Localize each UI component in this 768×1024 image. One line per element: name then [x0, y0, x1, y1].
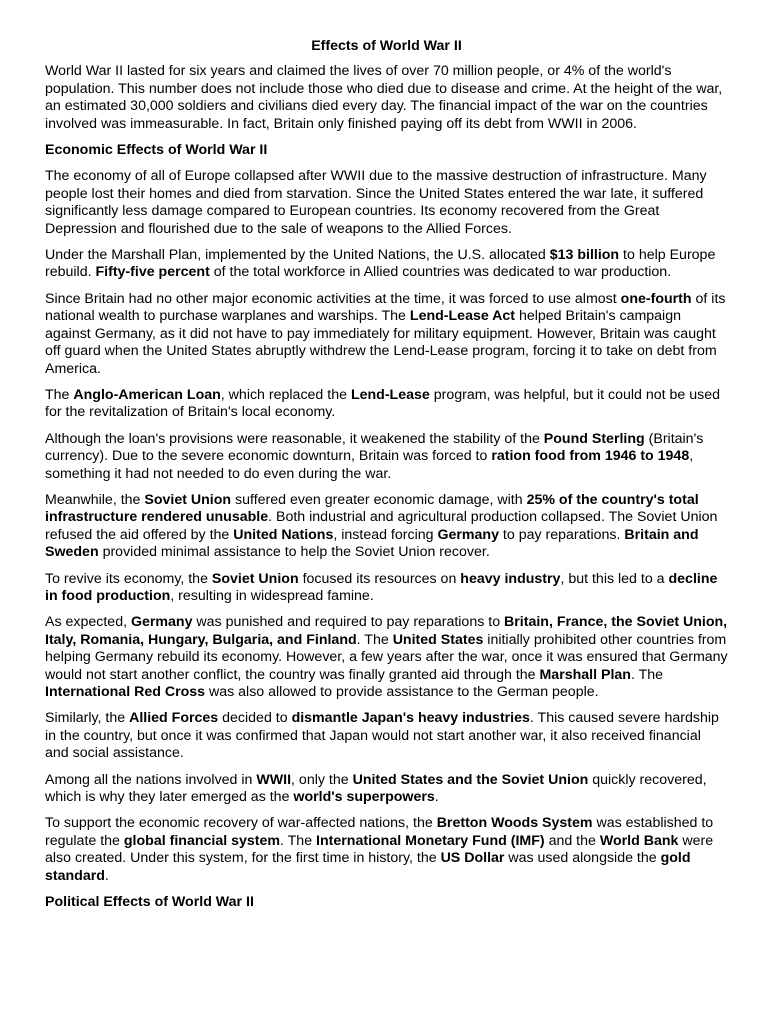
bold-term: International Red Cross: [45, 684, 206, 700]
bold-term: Britain, France, the Soviet Union, Italy, Romania, Hungary, Bulgaria, and Finland: [45, 614, 728, 648]
bold-term: Britain and Sweden: [45, 526, 699, 561]
text-run: Although the loan's provisions were reasonable, it weakened the stability of the: [45, 430, 544, 447]
bold-term: Soviet Union: [144, 491, 232, 508]
text-run: The economy of all of Europe collapsed after WWII due to the massive destruction of infrastructure. Many people lost their homes and died from starvation. Since the United States entered the war late, it suffered significantly less damage compared to European countries. Its economy recovered from the Great Depression and flourished due to the sale of weapons to the Allied Forces.: [45, 168, 707, 237]
text-run: of the total workforce in Allied countries was dedicated to war production.: [209, 264, 672, 281]
bold-term: Germany: [437, 526, 499, 543]
bold-term: Lend-Lease: [350, 386, 430, 403]
bold-term: Fifty-five percent: [95, 264, 210, 281]
bold-term: $13 billion: [549, 247, 620, 264]
text-run: was also allowed to provide assistance to the German people.: [205, 684, 599, 700]
text-run: to pay reparations.: [498, 526, 625, 543]
text-run: initially prohibited other countries from helping Germany rebuild its economy. However, a few years after the war, once it was ensured that Germany would not start another conflict, the country was finally granted aid through the: [45, 631, 728, 683]
text-run: The: [45, 386, 74, 403]
bold-term: Allied Forces: [129, 710, 219, 727]
text-run: and the: [544, 832, 600, 849]
body-paragraph: [45, 168, 728, 238]
bold-term: US Dollar: [440, 850, 505, 867]
text-run: To revive its economy, the: [45, 570, 212, 587]
bold-term: Lend-Lease Act: [409, 308, 516, 325]
economic-effects-body: [45, 168, 728, 885]
text-run: program, was helpful, but it could not be used for the revitalization of Britain's local economy.: [45, 386, 721, 421]
bold-term: ration food from 1946 to 1948: [491, 448, 690, 465]
bold-term: global financial system: [123, 832, 281, 849]
bold-term: one-fourth: [620, 290, 692, 307]
text-run: (Britain's currency). Due to the severe economic downturn, Britain was forced to: [45, 430, 704, 465]
bold-term: decline in food production: [45, 570, 718, 604]
text-run: suffered even greater economic damage, with: [231, 491, 527, 508]
text-run: of its national wealth to purchase warplanes and warships. The: [45, 290, 726, 325]
text-run: provided minimal assistance to help the Soviet Union recover.: [98, 544, 490, 561]
text-run: . The: [280, 832, 317, 849]
bold-term: world's superpowers: [293, 789, 435, 806]
body-paragraph: [45, 492, 728, 562]
text-run: .: [104, 867, 109, 884]
bold-term: Pound Sterling: [543, 430, 645, 447]
text-run: . This caused severe hardship in the country, but once it was confirmed that Japan would not start another war, it also received financial and social assistance.: [45, 710, 719, 762]
text-run: . Both industrial and agricultural production collapsed. The Soviet Union refused the aid offered by the: [45, 509, 718, 543]
text-run: focused its resources on: [298, 570, 461, 587]
economic-effects-heading: Economic Effects of World War II: [45, 142, 268, 159]
intro-paragraph: World War II lasted for six years and claimed the lives of over 70 million people, or 4% of the world's population. This number does not include those who died due to disease and crime. At the height of the war, an estimated 30,000 soldiers and civilians died every day. The financial impact of the war on the countries involved was immeasurable. In fact, Britain only finished paying off its debt from WWII in 2006.: [45, 63, 723, 132]
text-run: , only the: [291, 771, 353, 788]
text-run: Meanwhile, the: [45, 491, 145, 508]
bold-term: 25% of the country's total infrastructure rendered unusable: [45, 491, 699, 526]
text-run: , resulting in widespread famine.: [170, 587, 374, 604]
bold-term: United States and the Soviet Union: [352, 771, 589, 788]
text-run: , something it had not needed to do even during the war.: [45, 448, 694, 482]
bold-term: gold standard: [45, 850, 691, 884]
bold-term: Germany: [130, 614, 193, 631]
text-run: Among all the nations involved in: [45, 771, 257, 788]
bold-term: Anglo-American Loan: [73, 386, 221, 403]
body-paragraph: [45, 815, 728, 885]
text-run: . The: [356, 631, 393, 648]
text-run: was used alongside the: [504, 850, 661, 867]
text-run: , but this led to a: [560, 570, 669, 587]
text-run: , which replaced the: [220, 386, 351, 403]
bold-term: WWII: [256, 771, 292, 788]
body-paragraph: [45, 710, 728, 762]
body-paragraph: [45, 431, 728, 483]
body-paragraph: [45, 772, 728, 807]
bold-term: dismantle Japan's heavy industries: [291, 710, 530, 727]
bold-term: heavy industry: [460, 570, 561, 587]
text-run: Since Britain had no other major economic activities at the time, it was forced to use almost: [45, 290, 621, 307]
bold-term: Bretton Woods System: [436, 815, 593, 832]
text-run: . The: [630, 666, 664, 683]
text-run: As expected,: [45, 614, 131, 631]
bold-term: Soviet Union: [211, 570, 299, 587]
text-run: quickly recovered, which is why they later emerged as the: [45, 771, 707, 806]
bold-term: Marshall Plan: [539, 666, 631, 683]
body-paragraph: [45, 291, 728, 378]
text-run: To support the economic recovery of war-affected nations, the: [45, 815, 437, 832]
bold-term: International Monetary Fund (IMF): [316, 832, 545, 849]
bold-term: United States: [392, 631, 484, 648]
text-run: .: [434, 789, 439, 806]
body-paragraph: [45, 387, 728, 422]
body-paragraph: [45, 247, 728, 282]
document-title: Effects of World War II: [311, 38, 462, 54]
political-effects-heading: Political Effects of World War II: [45, 894, 254, 911]
text-run: Under the Marshall Plan, implemented by the United Nations, the U.S. allocated: [45, 247, 550, 264]
text-run: was established to regulate the: [45, 815, 714, 849]
text-run: was punished and required to pay reparations to: [192, 614, 505, 631]
text-run: , instead forcing: [333, 526, 438, 543]
text-run: to help Europe rebuild.: [45, 247, 716, 281]
body-paragraph: [45, 571, 728, 606]
text-run: helped Britain's campaign against Germany, as it did not have to pay immediately for military equipment. However, Britain was caught off guard when the United States abruptly withdrew the Lend-Lease program, forcing it to take on debt from America.: [45, 308, 717, 377]
bold-term: World Bank: [599, 832, 679, 849]
body-paragraph: [45, 614, 728, 701]
text-run: decided to: [218, 710, 292, 727]
text-run: were also created. Under this system, for the first time in history, the: [45, 832, 714, 867]
text-run: Similarly, the: [45, 710, 130, 727]
bold-term: United Nations: [233, 526, 334, 543]
